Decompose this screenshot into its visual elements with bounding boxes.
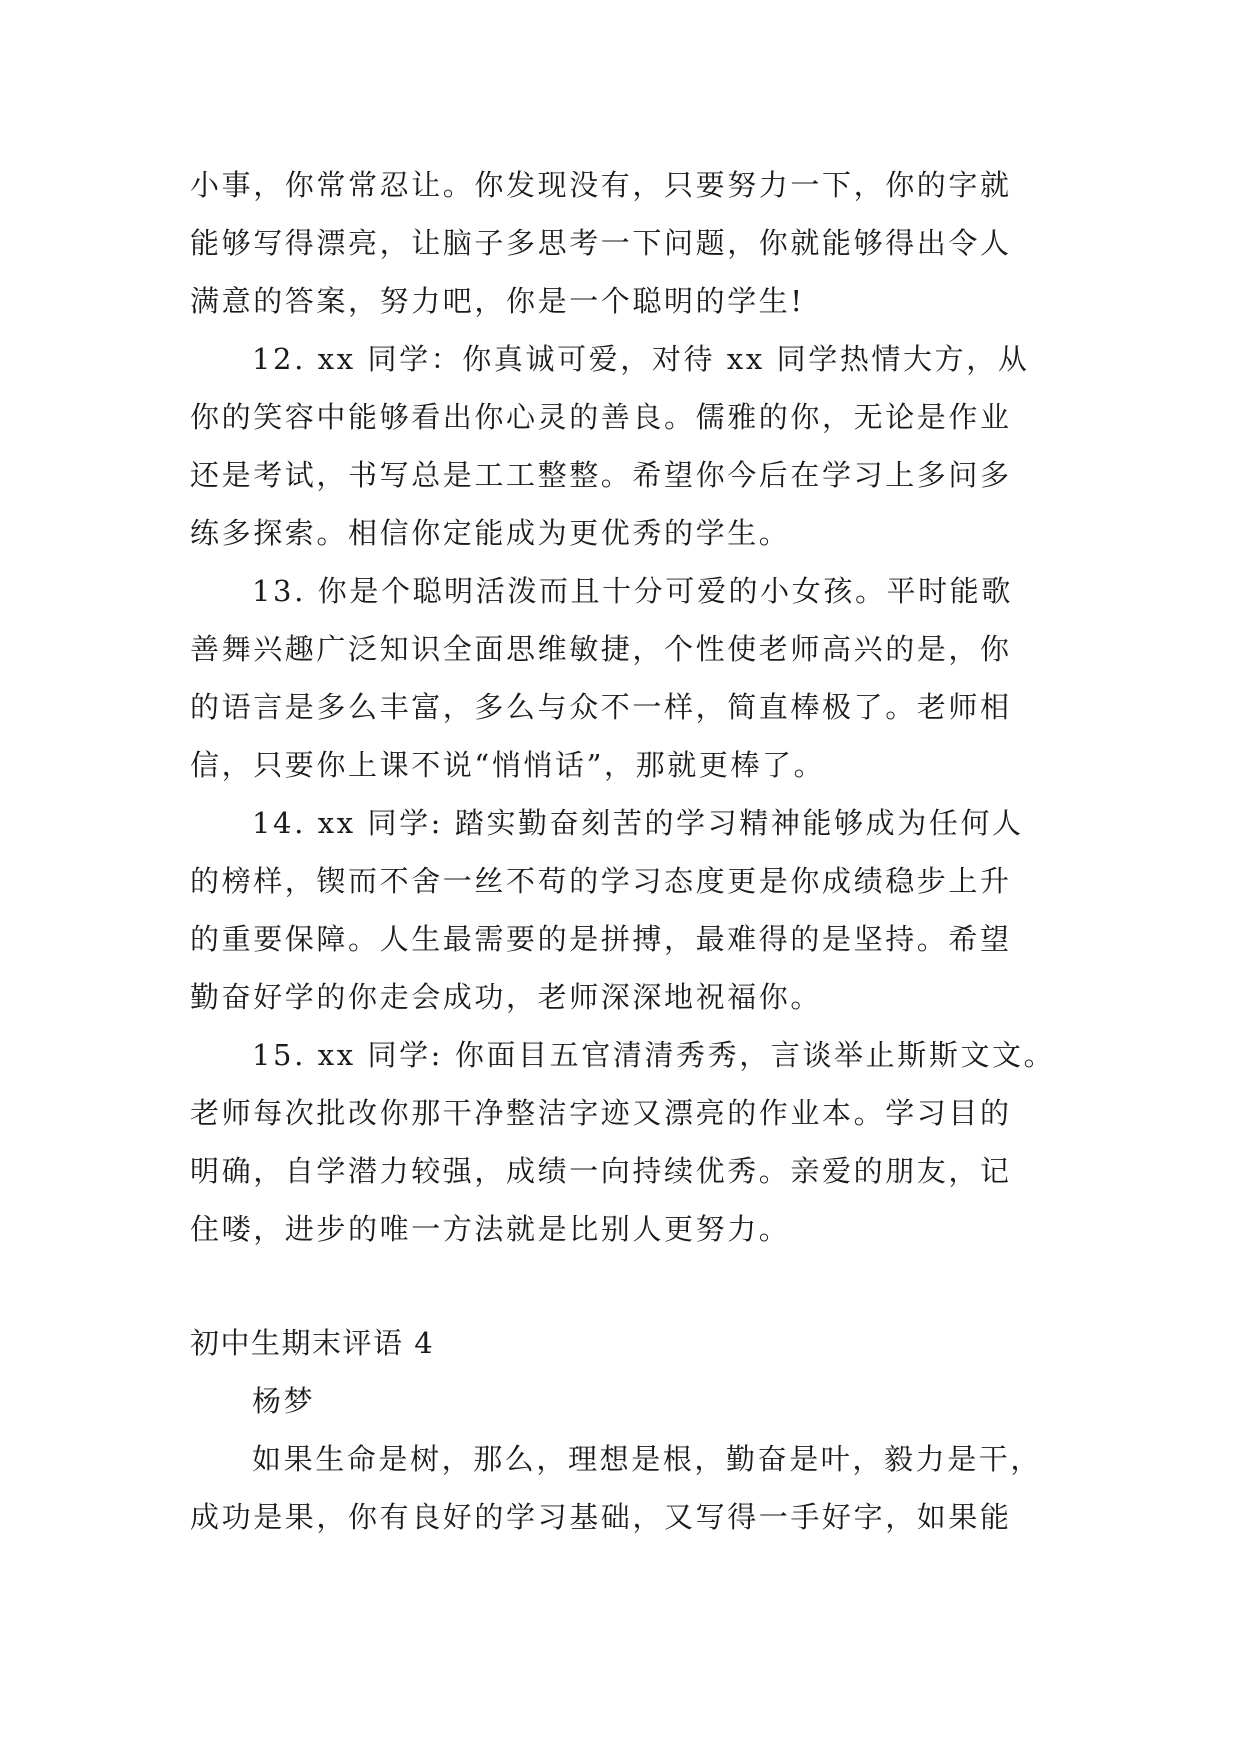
paragraph-line: 小事，你常常忍让。你发现没有，只要努力一下，你的字就 (190, 168, 1012, 202)
paragraph-line: 还是考试，书写总是工工整整。希望你今后在学习上多问多 (190, 458, 1012, 492)
paragraph-line: 的榜样，锲而不舍一丝不苟的学习态度更是你成绩稳步上升 (190, 864, 1012, 898)
section-heading-text: 初中生期末评语 4 (190, 1326, 435, 1360)
comment-item-13 (190, 562, 1052, 794)
paragraph-intro (190, 1430, 1052, 1546)
paragraph-line: 的语言是多么丰富，多么与众不一样，简直棒极了。老师相 (190, 690, 1012, 724)
paragraph-line: 12. xx 同学：你真诚可爱，对待 xx 同学热情大方，从 (252, 342, 1030, 376)
paragraph-line: 如果生命是树，那么，理想是根，勤奋是叶，毅力是干， (252, 1442, 1043, 1476)
paragraph-line: 成功是果，你有良好的学习基础，又写得一手好字，如果能 (190, 1500, 1012, 1534)
paragraph-line: 的重要保障。人生最需要的是拼搏，最难得的是坚持。希望 (190, 922, 1012, 956)
comment-item-15 (190, 1026, 1056, 1258)
author-name-text: 杨梦 (252, 1384, 316, 1418)
paragraph-line: 13. 你是个聪明活泼而且十分可爱的小女孩。平时能歌 (252, 574, 1013, 608)
paragraph-line: 满意的答案，努力吧，你是一个聪明的学生! (190, 284, 805, 318)
comment-item-12 (190, 330, 1052, 562)
paragraph-line: 练多探索。相信你定能成为更优秀的学生。 (190, 516, 791, 550)
paragraph-line: 15. xx 同学: 你面目五官清清秀秀，言谈举止斯斯文文。 (252, 1038, 1056, 1072)
paragraph-line: 善舞兴趣广泛知识全面思维敏捷，个性使老师高兴的是，你 (190, 632, 1012, 666)
paragraph-line: 你的笑容中能够看出你心灵的善良。儒雅的你，无论是作业 (190, 400, 1012, 434)
paragraph-continuation (190, 156, 1052, 330)
comment-item-14 (190, 794, 1052, 1026)
paragraph-line: 勤奋好学的你走会成功，老师深深地祝福你。 (190, 980, 823, 1014)
paragraph-line: 信，只要你上课不说“悄悄话”，那就更棒了。 (190, 748, 826, 782)
paragraph-line: 明确，自学潜力较强，成绩一向持续优秀。亲爱的朋友，记 (190, 1154, 1012, 1188)
paragraph-line: 能够写得漂亮，让脑子多思考一下问题，你就能够得出令人 (190, 226, 1012, 260)
paragraph-line: 老师每次批改你那干净整洁字迹又漂亮的作业本。学习目的 (190, 1096, 1012, 1130)
section-heading (190, 1314, 1052, 1372)
paragraph-line: 住喽，进步的唯一方法就是比别人更努力。 (190, 1212, 791, 1246)
paragraph-line: 14. xx 同学: 踏实勤奋刻苦的学习精神能够成为任何人 (252, 806, 1024, 840)
author-name (190, 1372, 1052, 1430)
